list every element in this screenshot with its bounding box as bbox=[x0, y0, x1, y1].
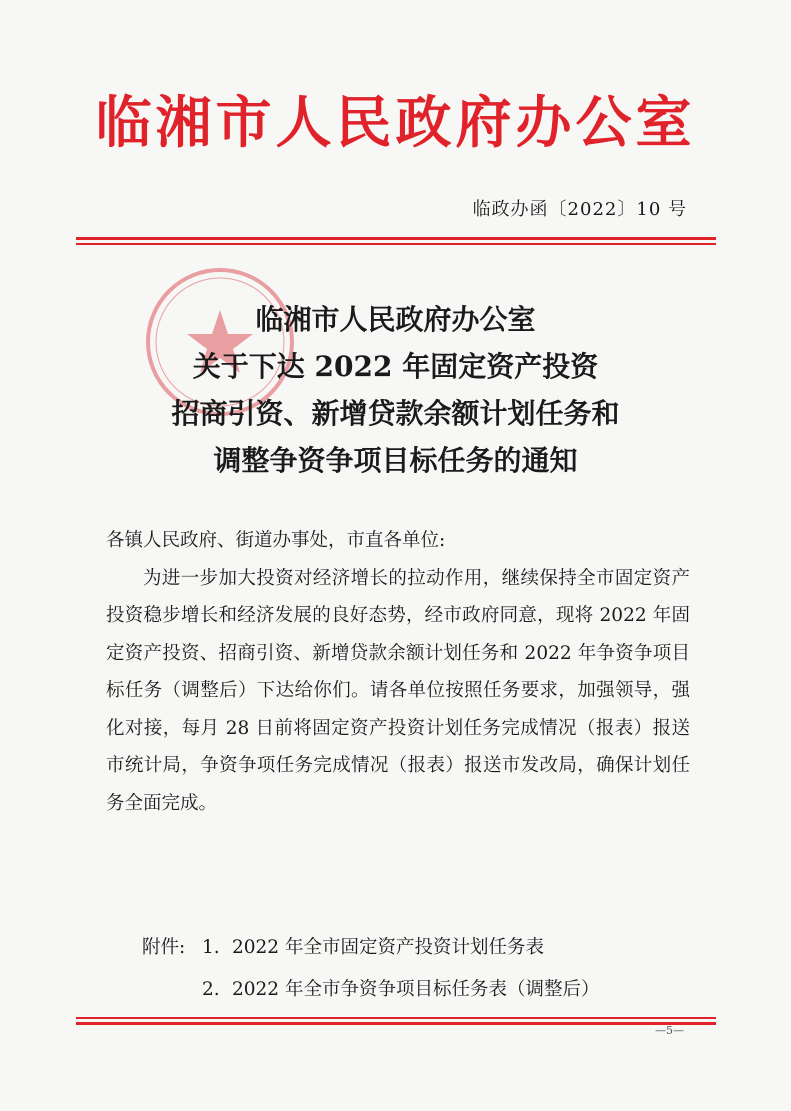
notice-title-line: 招商引资、新增贷款余额计划任务和 bbox=[171, 397, 620, 430]
attachment-title: 2022 年全市争资争项目标任务表（调整后） bbox=[232, 979, 600, 1000]
attachments-label: 附件: bbox=[142, 937, 186, 958]
notice-body bbox=[106, 522, 690, 822]
header-red-rule bbox=[76, 237, 716, 240]
attachment-item bbox=[142, 927, 599, 969]
attachment-item bbox=[142, 969, 599, 1011]
notice-title bbox=[0, 296, 791, 484]
notice-title-line: 临湘市人民政府办公室 bbox=[255, 303, 536, 336]
attachments-list bbox=[142, 927, 599, 1011]
attachment-number: 1. bbox=[202, 937, 220, 958]
footer-red-rule-thin bbox=[76, 1017, 716, 1019]
attachment-number: 2. bbox=[202, 979, 220, 1000]
body-paragraph: 为进一步加大投资对经济增长的拉动作用，继续保持全市固定资产投资稳步增长和经济发展的良好态势，经市政府同意，现将 2022 年固定资产投资、招商引资、新增贷款余额计划任务和 2022 年争资争项目标任务（调整后）下达给你们。请各单位按照任务要求，加强领导，强化对接，每月 28 日前将固定资产投资计划任务完成情况（报表）报送市统计局，争资争项任务完成情况（报表）报送市发改局，确保计划任务全面完成。 bbox=[106, 567, 690, 814]
notice-title-line: 关于下达 2022 年固定资产投资 bbox=[192, 350, 599, 383]
notice-title-line: 调整争资争项目标任务的通知 bbox=[213, 444, 578, 477]
document-number: 临政办函〔2022〕10 号 bbox=[472, 199, 687, 220]
footer-red-rule bbox=[76, 1022, 716, 1025]
attachment-title: 2022 年全市固定资产投资计划任务表 bbox=[232, 937, 544, 958]
header-red-rule-thin bbox=[76, 243, 716, 245]
page-number: —5— bbox=[655, 1024, 684, 1037]
salutation: 各镇人民政府、街道办事处，市直各单位: bbox=[106, 530, 446, 551]
org-header-title: 临湘市人民政府办公室 bbox=[95, 90, 696, 156]
